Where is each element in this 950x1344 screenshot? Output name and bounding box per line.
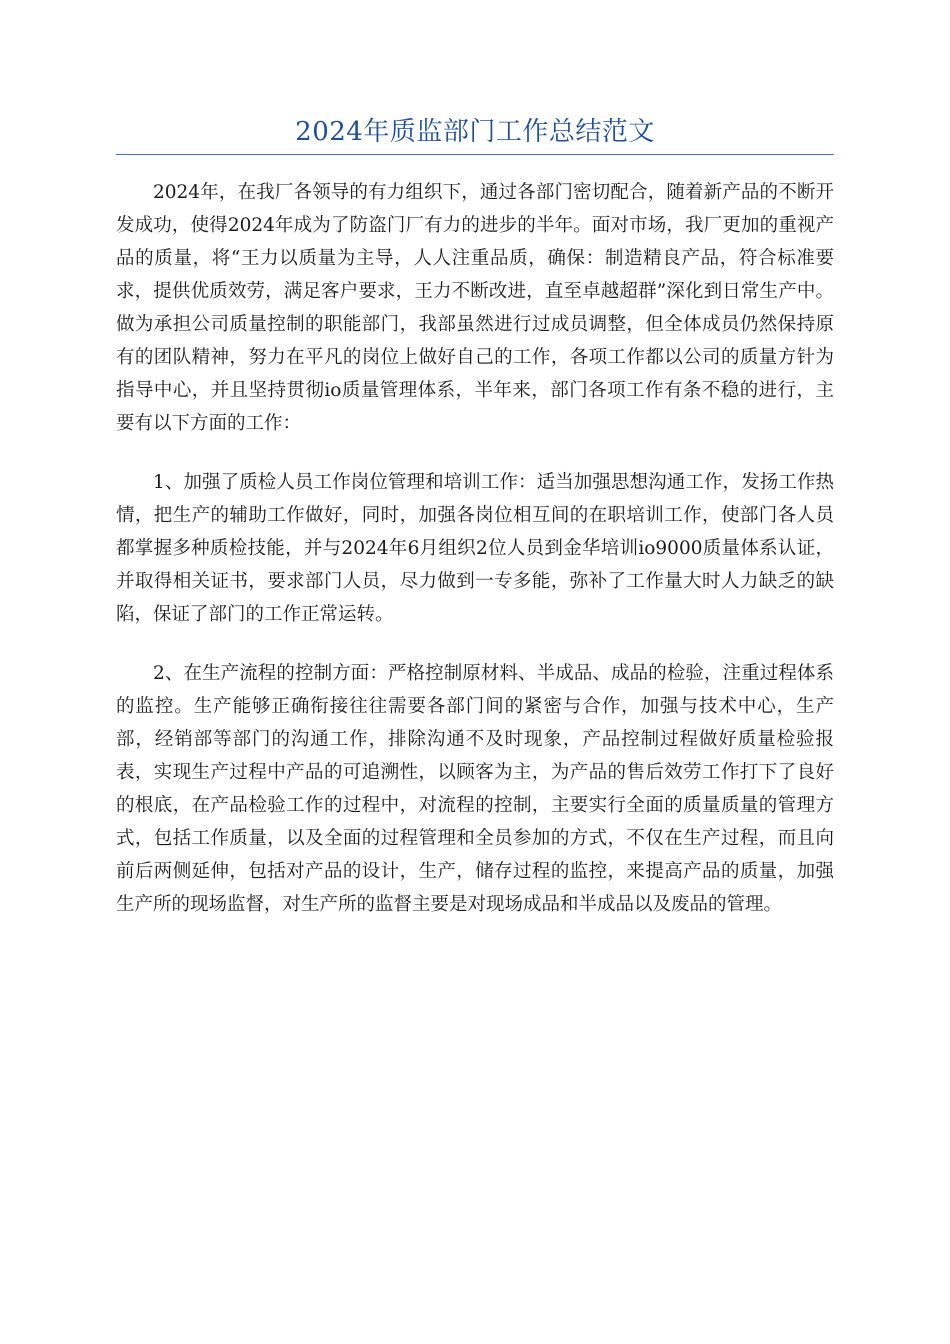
title-underline: [116, 154, 834, 155]
paragraph-intro: 2024年，在我厂各领导的有力组织下，通过各部门密切配合，随着新产品的不断开发成功，使得2024年成为了防盗门厂有力的进步的半年。面对市场，我厂更加的重视产品的质量，将“王力以质量为主导，人人注重品质，确保：制造精良产品，符合标准要求，提供优质效劳，满足客户要求，王力不断改进，直至卓越超群”深化到日常生产中。做为承担公司质量控制的职能部门，我部虽然进行过成员调整，但全体成员仍然保持原有的团队精神，努力在平凡的岗位上做好自己的工作，各项工作都以公司的质量方针为指导中心，并且坚持贯彻io质量管理体系，半年来，部门各项工作有条不稳的进行，主要有以下方面的工作：: [116, 182, 834, 434]
document-body: [116, 176, 834, 947]
document-title: 2024年质监部门工作总结范文: [295, 117, 655, 147]
paragraph-training: 1、加强了质检人员工作岗位管理和培训工作：适当加强思想沟通工作，发扬工作热情，把生产的辅助工作做好，同时，加强各岗位相互间的在职培训工作，使部门各人员都掌握多种质检技能，并与2024年6月组织2位人员到金华培训io9000质量体系认证，并取得相关证书，要求部门人员，尽力做到一专多能，弥补了工作量大时人力缺乏的缺陷，保证了部门的工作正常运转。: [116, 472, 834, 625]
paragraph-process-control: 2、在生产流程的控制方面：严格控制原材料、半成品、成品的检验，注重过程体系的监控。生产能够正确衔接往往需要各部门间的紧密与合作，加强与技术中心，生产部，经销部等部门的沟通工作，排除沟通不及时现象，产品控制过程做好质量检验报表，实现生产过程中产品的可追溯性，以顾客为主，为产品的售后效劳工作打下了良好的根底，在产品检验工作的过程中，对流程的控制，主要实行全面的质量质量的管理方式，包括工作质量，以及全面的过程管理和全员参加的方式，不仅在生产过程，而且向前后两侧延伸，包括对产品的设计，生产，储存过程的监控，来提高产品的质量，加强生产所的现场监督，对生产所的监督主要是对现场成品和半成品以及废品的管理。: [116, 663, 834, 915]
